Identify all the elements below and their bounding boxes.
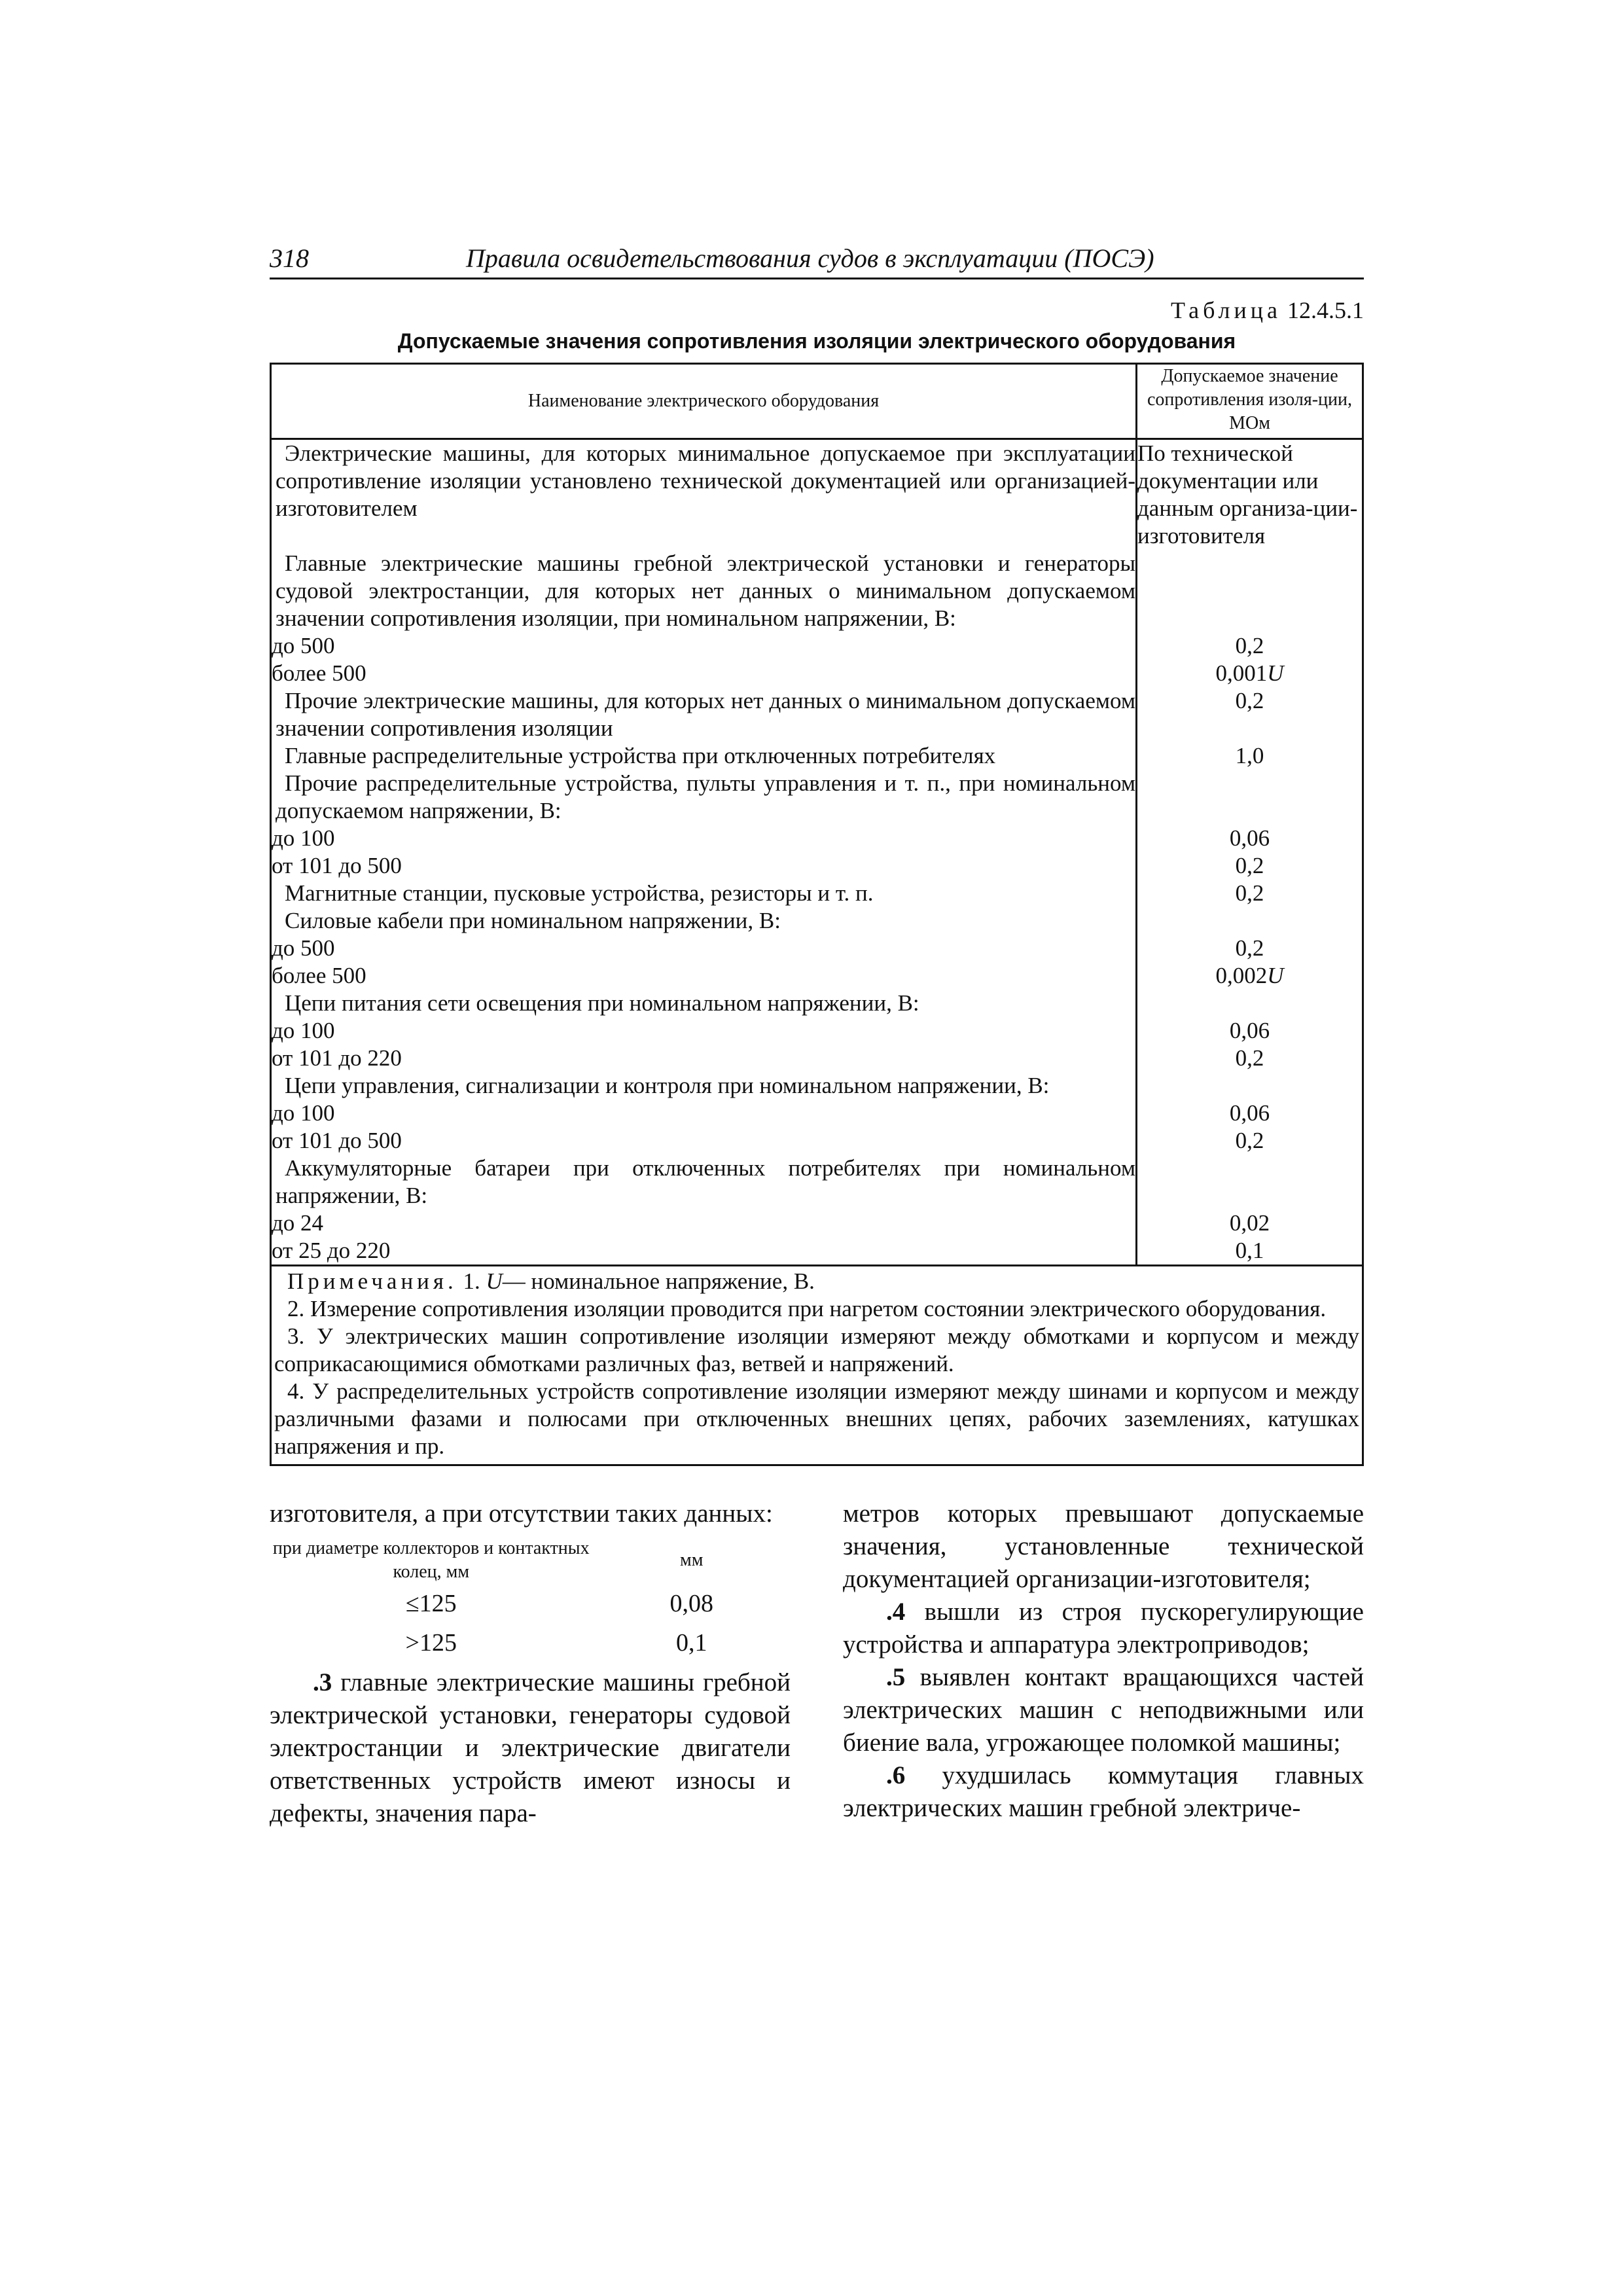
table-row [271,632,1363,660]
item-6-number: .6 [886,1761,906,1789]
table-row [271,880,1363,907]
equipment-name: Электрические машины, для которых минимальное допускаемое при эксплуатации сопротивление изоляции установлено технической документацией или организацией-изготовителем [276,440,1135,521]
equipment-name-cell [271,990,1137,1017]
table-row [271,1100,1363,1127]
subtable-header-diameter: при диаметре коллекторов и контактных колец, мм [272,1538,590,1582]
resistance-value: 0,02 [1229,1210,1270,1236]
table-row [271,1045,1363,1072]
subtable-row [270,1623,791,1662]
resistance-value: 1,0 [1235,743,1264,768]
equipment-name: до 500 [272,633,335,658]
equipment-name: Цепи питания сети освещения при номинальном напряжении, В: [285,990,919,1016]
resistance-value: 0,06 [1229,1100,1270,1126]
collector-diameter-table [270,1537,791,1662]
column-header-resistance: Допускаемое значение сопротивления изоля-ции, МОм [1137,364,1363,439]
resistance-value: 0,1 [1235,1238,1264,1263]
equipment-name-cell [271,1210,1137,1237]
resistance-value-cell [1137,907,1363,935]
equipment-name: Прочие распределительные устройства, пульты управления и т. п., при номинальном допускаемом напряжении, В: [276,770,1135,823]
table-row [271,550,1363,632]
table-label: Таблица [1171,297,1281,323]
equipment-name-cell [271,825,1137,852]
table-row [271,907,1363,935]
equipment-name: Главные электрические машины гребной электрической установки и генераторы судовой электростанции, для которых нет данных о минимальном допускаемом значении сопротивления изоляции, при номинальном напряжении, В: [276,550,1135,631]
resistance-value-cell [1137,1210,1363,1237]
notes-label: Примечания. [287,1268,457,1294]
item-5-text: выявлен контакт вращающихся частей электрических машин с неподвижными или биение вала, угрожающее поломкой машины; [843,1663,1364,1757]
equipment-name: более 500 [272,963,366,988]
resistance-value-cell [1137,880,1363,907]
column-header-equipment: Наименование электрического оборудования [271,364,1137,439]
equipment-name-cell [271,742,1137,770]
resistance-value: 0,2 [1235,853,1264,878]
table-row [271,742,1363,770]
resistance-value-cell [1137,660,1363,687]
resistance-value: 0,001 [1215,660,1268,686]
note-2: 2. Измерение сопротивления изоляции проводится при нагретом состоянии электрического оборудования. [287,1296,1327,1321]
subtable-row [270,1584,791,1623]
equipment-name: Прочие электрические машины, для которых нет данных о минимальном допускаемом значении сопротивления изоляции [276,688,1135,741]
table-body [271,439,1363,1266]
resistance-value: 0,2 [1235,688,1264,713]
equipment-name: Главные распределительные устройства при отключенных потребителях [285,743,996,768]
left-column [270,1498,791,1830]
table-row [271,1072,1363,1100]
resistance-value: 0,2 [1235,633,1264,658]
resistance-value: 0,002 [1215,963,1268,988]
resistance-value-cell [1137,1127,1363,1155]
equipment-name-cell [271,880,1137,907]
equipment-name: Силовые кабели при номинальном напряжении, В: [285,908,781,933]
resistance-value: 0,2 [1235,935,1264,961]
right-column [843,1498,1364,1825]
resistance-value-cell [1137,935,1363,962]
item-4-number: .4 [886,1598,906,1626]
equipment-name: более 500 [272,660,366,686]
table-header-row [271,364,1363,439]
item-6-text: ухудшилась коммутация главных электрических машин гребной электриче- [843,1761,1364,1822]
resistance-value-cell [1137,1100,1363,1127]
item-3-number: .3 [313,1668,332,1696]
resistance-value: 0,2 [1235,1128,1264,1153]
equipment-name: от 101 до 500 [272,853,402,878]
table-row [271,1237,1363,1266]
equipment-name: от 25 до 220 [272,1238,391,1263]
table-row [271,660,1363,687]
note-1-text: — номинальное напряжение, В. [502,1268,815,1294]
table-row [271,1210,1363,1237]
equipment-name: до 100 [272,825,335,851]
table-number: 12.4.5.1 [1287,297,1364,323]
resistance-value-cell [1137,962,1363,990]
resistance-value-cell [1137,632,1363,660]
subtable-diameter: >125 [405,1629,457,1657]
running-title: Правила освидетельствования судов в эксплуатации (ПОСЭ) [466,243,1154,273]
item-4-text: вышли из строя пускорегулирующие устройства и аппаратура электроприводов; [843,1598,1364,1659]
equipment-name-cell [271,1045,1137,1072]
equipment-name: Аккумуляторные батареи при отключенных потребителях при номинальном напряжении, В: [276,1155,1135,1208]
subtable-header-unit: мм [680,1550,704,1570]
table-row [271,825,1363,852]
equipment-name-cell [271,852,1137,880]
table-notes [270,1266,1364,1466]
right-intro: метров которых превышают допускаемые значения, установленные технической документацией организации-изготовителя; [843,1499,1364,1593]
equipment-name-cell [271,1072,1137,1100]
note-1 [274,1268,1359,1295]
resistance-value-cell [1137,1045,1363,1072]
resistance-value-cell [1137,1072,1363,1100]
left-intro: изготовителя, а при отсутствии таких данных: [270,1499,773,1528]
table-row [271,990,1363,1017]
note-3: 3. У электрических машин сопротивление изоляции измеряют между обмотками и корпусом и между соприкасающимися обмотками различных фаз, ветвей и напряжений. [274,1323,1359,1376]
resistance-value-cell [1137,550,1363,632]
equipment-name-cell [271,907,1137,935]
equipment-name-cell [271,935,1137,962]
equipment-name: до 24 [272,1210,324,1236]
resistance-value-cell [1137,852,1363,880]
equipment-name-cell [271,770,1137,825]
resistance-value-cell [1137,439,1363,550]
item-5-number: .5 [886,1663,906,1691]
note-1-number: 1. [463,1268,480,1294]
subtable-value: 0,08 [669,1590,713,1617]
document-page [270,236,1364,1827]
equipment-name-cell [271,439,1137,550]
equipment-name-cell [271,687,1137,742]
equipment-name: Магнитные станции, пусковые устройства, резисторы и т. п. [285,880,874,906]
page-header [270,236,1364,279]
equipment-name-cell [271,632,1137,660]
note-1-symbol: U [486,1268,503,1294]
resistance-value-cell [1137,1237,1363,1266]
voltage-symbol: U [1267,963,1284,988]
equipment-name: от 101 до 220 [272,1045,402,1071]
table-title: Допускаемые значения сопротивления изоляции электрического оборудования [397,329,1236,353]
equipment-name: до 100 [272,1018,335,1043]
table-row [271,770,1363,825]
equipment-name: до 500 [272,935,335,961]
item-3 [270,1666,791,1830]
note-4: 4. У распределительных устройств сопротивление изоляции измеряют между шинами и корпусом и между различными фазами и полюсами при отключенных внешних цепях, рабочих заземлениях, катушках напряжения и пр. [274,1378,1359,1459]
subtable-value: 0,1 [676,1629,707,1657]
voltage-symbol: U [1267,660,1284,686]
resistance-value-cell [1137,990,1363,1017]
table-row [271,852,1363,880]
page-number: 318 [270,243,309,273]
resistance-value: 0,2 [1235,880,1264,906]
table-row [271,935,1363,962]
subtable-header [270,1537,791,1584]
table-row [271,1017,1363,1045]
equipment-name-cell [271,1237,1137,1266]
item-4 [843,1596,1364,1661]
resistance-value: 0,06 [1229,1018,1270,1043]
table-row [271,962,1363,990]
table-row [271,1155,1363,1210]
insulation-resistance-table [270,363,1364,1266]
equipment-name: от 101 до 500 [272,1128,402,1153]
equipment-name: Цепи управления, сигнализации и контроля при номинальном напряжении, В: [285,1073,1050,1098]
resistance-value-cell [1137,1155,1363,1210]
table-caption [270,296,1364,324]
equipment-name-cell [271,660,1137,687]
equipment-name-cell [271,550,1137,632]
table-row [271,687,1363,742]
subtable-diameter: ≤125 [405,1590,457,1617]
equipment-name-cell [271,1017,1137,1045]
resistance-value-cell [1137,825,1363,852]
resistance-value-cell [1137,770,1363,825]
table-row [271,439,1363,550]
table-row [271,1127,1363,1155]
item-3-text: главные электрические машины гребной электрической установки, генераторы судовой электростанции и электрические двигатели ответственных устройств имеют износы и дефекты, значения пара- [270,1668,791,1827]
equipment-name-cell [271,962,1137,990]
resistance-value: 0,06 [1229,825,1270,851]
item-6 [843,1759,1364,1825]
equipment-name-cell [271,1155,1137,1210]
equipment-name-cell [271,1127,1137,1155]
resistance-value: 0,2 [1235,1045,1264,1071]
resistance-value: По технической документации или данным организа-ции-изготовителя [1137,440,1358,548]
equipment-name: до 100 [272,1100,335,1126]
resistance-value-cell [1137,742,1363,770]
equipment-name-cell [271,1100,1137,1127]
item-5 [843,1661,1364,1759]
resistance-value-cell [1137,687,1363,742]
resistance-value-cell [1137,1017,1363,1045]
